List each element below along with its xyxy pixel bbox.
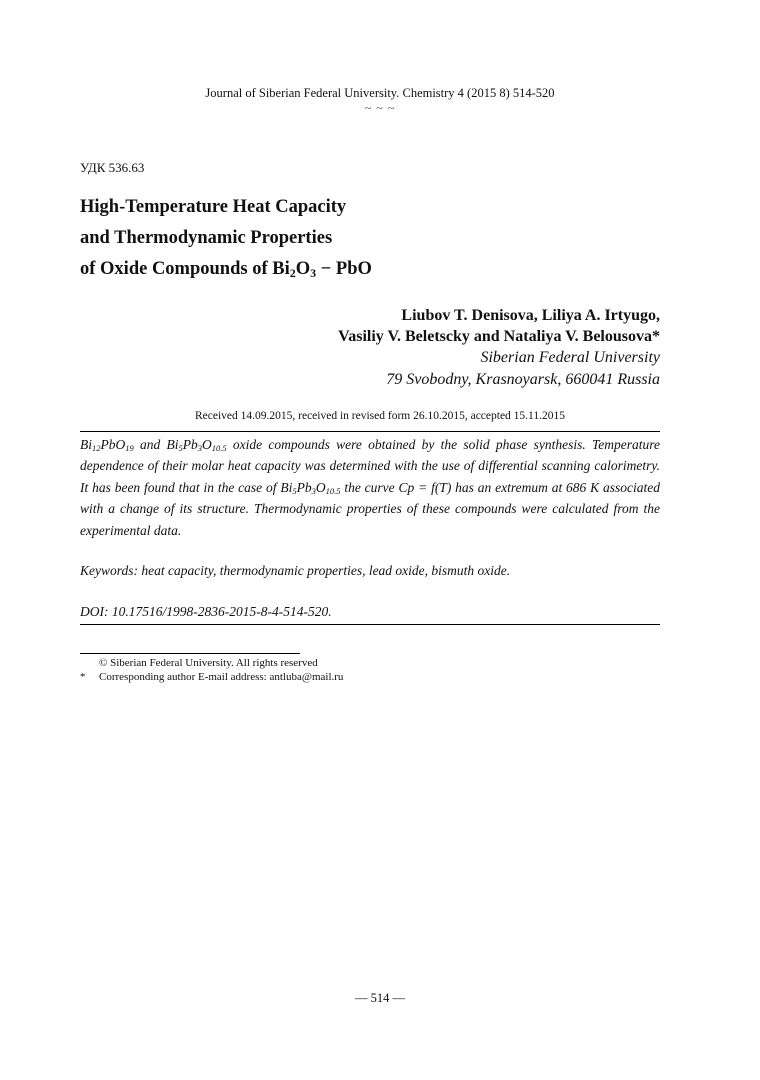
formula-sub: 5 xyxy=(292,485,297,496)
formula-sub: 12 xyxy=(92,443,101,453)
formula-sub: 10.5 xyxy=(325,485,341,496)
title-line-1: High-Temperature Heat Capacity xyxy=(80,197,347,217)
title-sub-3: 3 xyxy=(310,266,317,280)
footnote-corresponding xyxy=(80,671,343,683)
title-line-2: and Thermodynamic Properties xyxy=(80,228,333,248)
formula-sub: 3 xyxy=(311,485,316,496)
formula-bi5pb3o105-o: O xyxy=(202,437,212,452)
journal-header: Journal of Siberian Federal University. Chemistry 4 (2015 8) 514-520 xyxy=(205,86,555,100)
formula-bi5pb3o105-bi: Bi xyxy=(280,479,293,495)
abstract-text: the curve Cp = f(T) has an extremum at 686 K associated with a change of its structure. Thermodynamic properties of these compounds were calculated from the experimental data. xyxy=(80,479,660,538)
abstract-text: oxide compounds were obtained by the solid phase synthesis. Temperature dependence of their molar heat capacity was determined with the use of differential scanning calorimetry. It has been found that in the case of xyxy=(80,437,661,495)
footnote-copyright xyxy=(80,657,318,669)
formula-bi12pbo19-pbo: PbO xyxy=(100,437,126,452)
top-divider xyxy=(80,431,660,432)
formula-sub: 10.5 xyxy=(211,443,227,453)
udk-code: УДК 536.63 xyxy=(80,160,145,175)
formula-bi5pb3o105-o: O xyxy=(315,479,326,495)
formula-bi5pb3o105-pb: Pb xyxy=(182,437,198,452)
received-dates: Received 14.09.2015, received in revised form 26.10.2015, accepted 15.11.2015 xyxy=(194,410,566,422)
header-ornament: ~ ~ ~ xyxy=(364,101,396,115)
title-line-3-suffix: − PbO xyxy=(316,259,372,279)
footnote-divider xyxy=(80,653,300,654)
formula-bi5pb3o105-bi: Bi xyxy=(166,437,179,452)
formula-bi12pbo19-bi: Bi xyxy=(80,437,92,452)
page-number: — 514 — xyxy=(355,991,405,1005)
affiliation: Siberian Federal University xyxy=(480,349,660,366)
keywords: Keywords: heat capacity, thermodynamic properties, lead oxide, bismuth oxide. xyxy=(80,563,511,578)
title-line-3-prefix: of Oxide Compounds of Bi xyxy=(80,259,290,279)
title-line-3 xyxy=(80,259,372,281)
bottom-divider xyxy=(80,624,660,625)
formula-sub: 3 xyxy=(197,443,203,453)
abstract-text: and xyxy=(133,437,167,452)
title-line-3-oxygen: O xyxy=(295,259,311,279)
abstract xyxy=(80,434,660,541)
formula-sub: 5 xyxy=(178,443,183,453)
authors-line-1: Liubov T. Denisova, Liliya A. Irtyugo, xyxy=(401,307,660,324)
copyright-text: © Siberian Federal University. All rights reserved xyxy=(99,657,318,669)
title-sub-2: 2 xyxy=(289,266,296,280)
corresponding-author-text: Corresponding author E-mail address: antluba@mail.ru xyxy=(99,671,344,683)
formula-bi5pb3o105-pb: Pb xyxy=(296,479,312,495)
formula-sub: 19 xyxy=(125,443,134,453)
doi-link[interactable]: DOI: 10.17516/1998-2836-2015-8-4-514-520. xyxy=(80,604,332,619)
footnote-star: * xyxy=(80,671,86,683)
address: 79 Svobodny, Krasnoyarsk, 660041 Russia xyxy=(386,371,660,388)
authors-line-2: Vasiliy V. Beletscky and Nataliya V. Belousova* xyxy=(338,328,660,345)
